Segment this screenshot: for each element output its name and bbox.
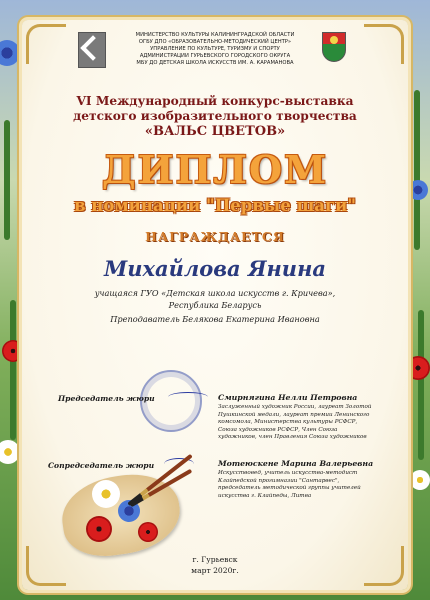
contest-line1: VI Международный конкурс-выставка — [76, 94, 354, 108]
jury-chair-name: Смирнягина Нелли Петровна — [218, 393, 358, 402]
desc-line: Искусствовед, учитель искусства-методист — [218, 470, 358, 476]
student-info — [60, 287, 370, 311]
desc-line: Заслуженный художник России, лауреат Золотой — [218, 404, 372, 410]
nomination-line: в номинации "Первые шаги" — [74, 196, 356, 215]
desc-line: Клайпедской прогимназии "Сантарвес", — [218, 477, 340, 484]
city: г. Гурьевск — [192, 555, 238, 564]
poppy-icon — [138, 522, 158, 542]
awarded-label: НАГРАЖДАЕТСЯ — [145, 229, 285, 244]
header-line: АДМИНИСТРАЦИИ ГУРЬЕВСКОГО ГОРОДСКОГО ОКРУГА — [139, 53, 291, 59]
coat-of-arms-icon — [322, 32, 346, 62]
desc-line: Союза художников РСФСР, Член Союза — [218, 426, 338, 433]
student-school: учащаяся ГУО «Детская школа искусств г. Кричева», — [94, 288, 336, 298]
cornflower-icon — [408, 180, 428, 200]
desc-line: председатель методической группы учителей — [218, 485, 361, 492]
frame-corner — [364, 24, 404, 64]
daisy-icon — [0, 440, 20, 464]
poppy-icon — [406, 356, 430, 380]
jury-cochair-desc — [218, 470, 388, 500]
desc-line: искусства г. Клайпеды, Литва — [218, 492, 312, 499]
date: март 2020г. — [191, 566, 239, 575]
header-line: МИНИСТЕРСТВО КУЛЬТУРЫ КАЛИНИНГРАДСКОЙ ОБЛАСТИ — [135, 32, 295, 38]
header-line: ОГБУ ДПО «ОБРАЗОВАТЕЛЬНО-МЕТОДИЧЕСКИЙ ЦЕНТР» — [138, 39, 292, 45]
teacher-line: Преподаватель Белякова Екатерина Ивановна — [110, 314, 320, 324]
header-line: МБУ ДО ДЕТСКАЯ ШКОЛА ИСКУССТВ ИМ. А. КАРАМАНОВА — [136, 60, 294, 66]
winner-name: Михайлова Янина — [103, 256, 326, 281]
contest-line2: детского изобразительного творчества — [73, 109, 357, 123]
contest-name: «ВАЛЬС ЦВЕТОВ» — [144, 124, 286, 139]
header-line: УПРАВЛЕНИЕ ПО КУЛЬТУРЕ, ТУРИЗМУ И СПОРТУ — [150, 46, 280, 52]
place-and-date — [60, 554, 370, 576]
student-country: Республика Беларусь — [168, 300, 262, 310]
daisy-icon — [410, 470, 430, 490]
jury-cochair-name: Мотеюскене Марина Валерьевна — [218, 459, 374, 468]
ministry-logo-icon — [78, 32, 106, 68]
poppy-icon — [86, 516, 112, 542]
contest-title — [60, 94, 370, 139]
poppy-icon — [2, 340, 24, 362]
desc-line: комсомола, Министерства культуры РСФСР, — [218, 419, 358, 426]
frame-corner — [364, 546, 404, 586]
cornflower-icon — [0, 40, 20, 66]
desc-line: Пушкинской медали, лауреат премии Ленинского — [218, 411, 370, 418]
signature-icon — [168, 392, 208, 402]
organizers-header — [108, 32, 322, 67]
frame-corner — [26, 24, 66, 64]
jury-chair-role: Председатель жюри — [58, 394, 155, 403]
diploma-title: ДИПЛОМ — [101, 147, 329, 192]
jury-chair-desc — [218, 404, 388, 442]
jury-cochair-role: Сопредседатель жюри — [48, 461, 155, 470]
desc-line: художников, член Правления Союза художников — [218, 434, 367, 441]
daisy-icon — [92, 480, 120, 508]
